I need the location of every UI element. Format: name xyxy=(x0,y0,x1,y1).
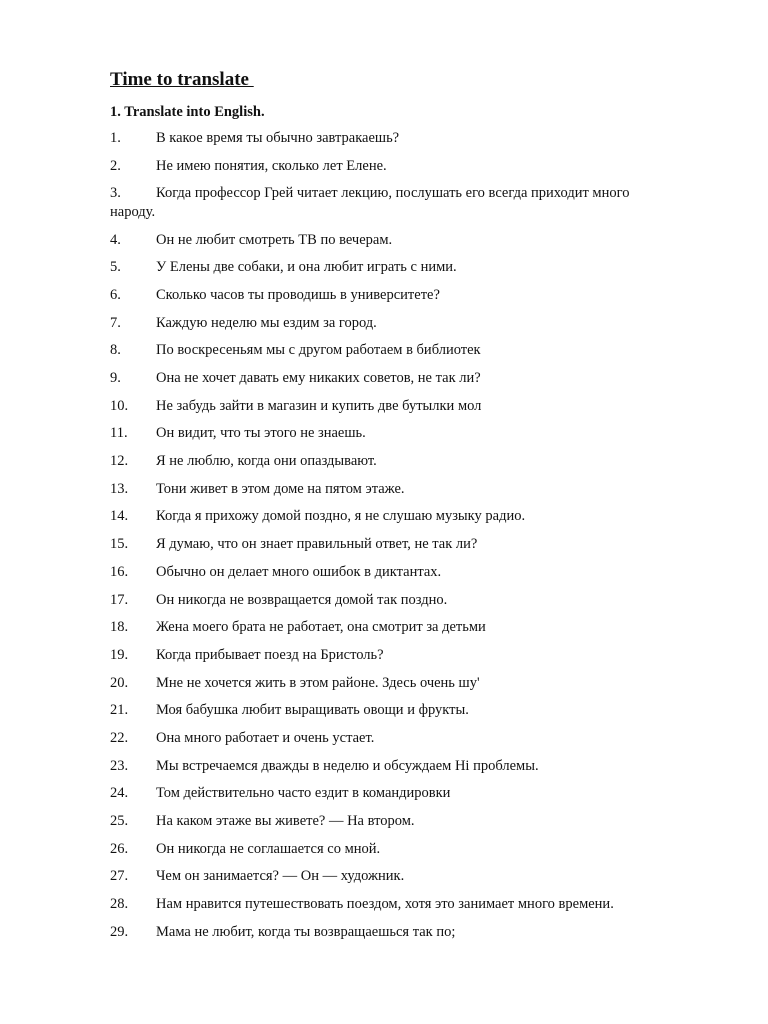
list-item xyxy=(110,286,670,305)
list-item xyxy=(110,701,670,720)
item-text: По воскресеньям мы с другом работаем в библиотек xyxy=(156,342,481,359)
item-number: 7. xyxy=(110,314,121,331)
item-text: Не имею понятия, сколько лет Елене. xyxy=(156,157,387,174)
item-number: 13. xyxy=(110,480,129,497)
list-item xyxy=(110,397,670,416)
item-text: Он не любит смотреть ТВ по вечерам. xyxy=(156,231,393,248)
item-text: Каждую неделю мы ездим за город. xyxy=(156,314,377,331)
list-item xyxy=(110,618,670,637)
list-item xyxy=(110,563,670,582)
list-item xyxy=(110,369,670,388)
item-number: 1. xyxy=(110,130,121,146)
item-text: Нам нравится путешествовать поездом, хотя это занимает много времени. xyxy=(156,896,614,913)
list-item xyxy=(110,784,670,803)
list-item xyxy=(110,480,670,499)
item-text: Обычно он делает много ошибок в диктантах. xyxy=(156,563,442,580)
list-item xyxy=(110,184,670,221)
item-text: Когда прибывает поезд на Бристоль? xyxy=(156,646,384,663)
item-number: 21. xyxy=(110,702,129,719)
list-item xyxy=(110,867,670,886)
item-text: У Елены две собаки, и она любит играть с ними. xyxy=(156,259,457,276)
item-text: Не забудь зайти в магазин и купить две бутылки мол xyxy=(156,397,482,414)
item-text: Мне не хочется жить в этом районе. Здесь очень шу' xyxy=(156,674,480,691)
item-number: 27. xyxy=(110,868,129,885)
item-number: 18. xyxy=(110,619,129,636)
list-item xyxy=(110,591,670,610)
item-text: Он видит, что ты этого не знаешь. xyxy=(156,425,366,442)
item-number: 12. xyxy=(110,453,129,470)
list-item xyxy=(110,646,670,665)
item-number: 29. xyxy=(110,923,129,940)
item-number: 24. xyxy=(110,785,129,802)
list-item xyxy=(110,258,670,277)
list-item xyxy=(110,231,670,250)
list-item xyxy=(110,840,670,859)
list-item xyxy=(110,674,670,693)
item-number: 22. xyxy=(110,729,129,746)
item-text: Когда я прихожу домой поздно, я не слушаю музыку радио. xyxy=(156,508,526,525)
item-number: 20. xyxy=(110,674,129,691)
item-text: В какое время ты обычно завтракаешь? xyxy=(156,130,400,146)
list-item xyxy=(110,341,670,360)
item-number: 26. xyxy=(110,840,129,857)
item-number: 25. xyxy=(110,813,129,829)
list-item xyxy=(110,129,670,148)
item-text: Моя бабушка любит выращивать овощи и фрукты. xyxy=(156,702,469,719)
item-number: 5. xyxy=(110,259,121,276)
item-text: Она много работает и очень устает. xyxy=(156,729,375,746)
item-text: Я не люблю, когда они опаздывают. xyxy=(156,453,377,470)
list-item xyxy=(110,923,670,942)
item-text: Он никогда не возвращается домой так поздно. xyxy=(156,591,448,608)
page-title: Time to translate xyxy=(110,69,254,90)
item-text: На каком этаже вы живете? — На втором. xyxy=(156,813,415,829)
item-number: 8. xyxy=(110,342,121,359)
list-item xyxy=(110,424,670,443)
item-text: Он никогда не соглашается со мной. xyxy=(156,840,381,857)
item-number: 28. xyxy=(110,896,129,913)
item-text: Том действительно часто ездит в командировки xyxy=(156,785,451,802)
item-number: 11. xyxy=(110,425,128,442)
list-item xyxy=(110,535,670,554)
item-number: 2. xyxy=(110,157,121,174)
list-item xyxy=(110,812,670,831)
item-number: 9. xyxy=(110,370,121,386)
item-number: 10. xyxy=(110,397,129,414)
item-text: Когда профессор Грей читает лекцию, послушать его всегда приходит много народу. xyxy=(110,185,630,220)
list-item xyxy=(110,895,670,914)
item-text: Тони живет в этом доме на пятом этаже. xyxy=(156,480,405,497)
list-item xyxy=(110,452,670,471)
list-item xyxy=(110,157,670,176)
item-number: 6. xyxy=(110,286,121,303)
item-text: Мы встречаемся дважды в неделю и обсуждаем Hi проблемы. xyxy=(156,757,539,774)
task-heading: 1. Translate into English. xyxy=(110,104,265,120)
list-item xyxy=(110,729,670,748)
item-text: Сколько часов ты проводишь в университете? xyxy=(156,286,440,303)
list-item xyxy=(110,507,670,526)
item-text: Мама не любит, когда ты возвращаешься так по; xyxy=(156,923,456,940)
item-text: Жена моего брата не работает, она смотрит за детьми xyxy=(156,619,486,636)
item-number: 15. xyxy=(110,536,129,553)
item-text: Я думаю, что он знает правильный ответ, не так ли? xyxy=(156,536,478,553)
item-number: 14. xyxy=(110,508,129,525)
item-text: Она не хочет давать ему никаких советов, не так ли? xyxy=(156,370,481,386)
item-number: 17. xyxy=(110,591,129,608)
item-number: 4. xyxy=(110,231,121,248)
item-number: 23. xyxy=(110,757,129,774)
translation-list xyxy=(110,129,670,950)
list-item xyxy=(110,314,670,333)
list-item xyxy=(110,757,670,776)
item-number: 3. xyxy=(110,185,121,202)
item-number: 16. xyxy=(110,563,129,580)
item-number: 19. xyxy=(110,646,129,663)
item-text: Чем он занимается? — Он — художник. xyxy=(156,868,405,885)
